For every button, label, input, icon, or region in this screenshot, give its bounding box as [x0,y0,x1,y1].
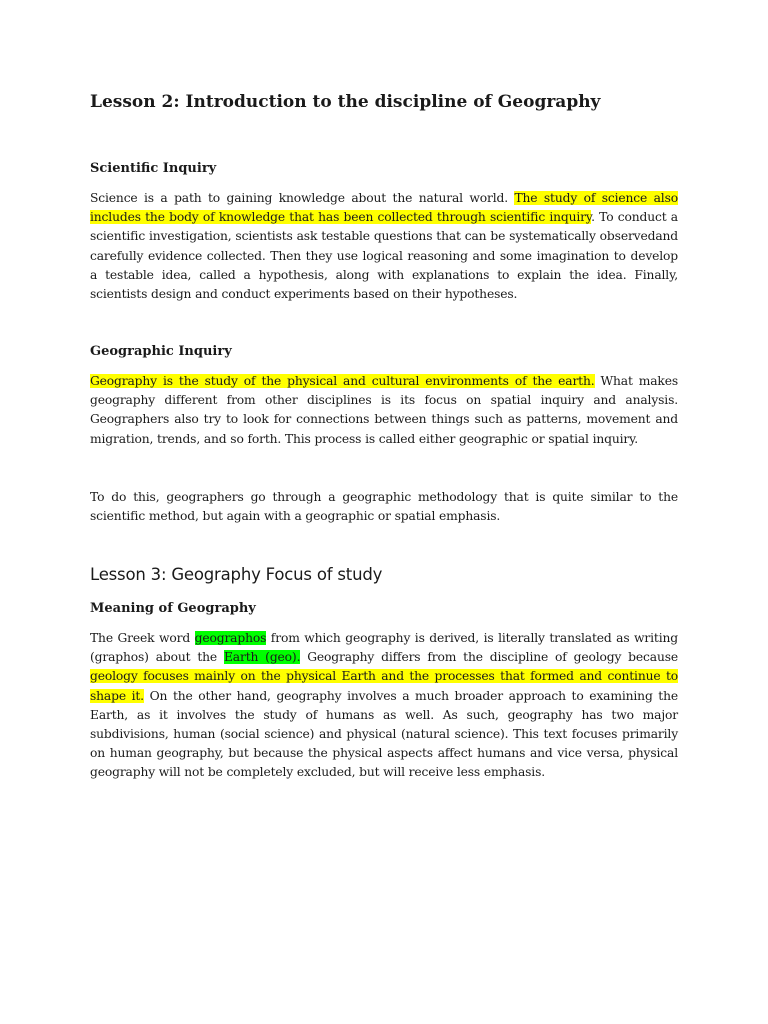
text-run: On the other hand, geography involves a much broader approach to examining the Earth, as it involves the study of humans as well. As such, geography has two major subdivisions, human (social science) and physical (natural science). This text focuses primarily on human geography, but because the physical aspects affect humans and vice versa, physical geography will not be completely excluded, but will receive less emphasis. [90,688,678,780]
yellow-highlight: geology focuses mainly on the physical Earth and the processes that formed and continue to shape it. [90,669,678,703]
methodology-paragraph: To do this, geographers go through a geographic methodology that is quite similar to the scientific method, but again with a geographic or spatial emphasis. [90,490,678,524]
text-run: What makes geography different from other disciplines is its focus on spatial inquiry and analysis. Geographers also try to look for connections between things such as patterns, movement and migration, trends, and so forth. This process is called either geographic or spatial inquiry. [90,374,679,446]
geographic-inquiry-paragraph [90,372,678,449]
text-run: Science is a path to gaining knowledge about the natural world. [90,191,515,205]
text-run: from which geography is derived, is literally translated as writing (graphos) about the [90,631,678,665]
meaning-of-geography-paragraph [90,629,678,783]
scientific-inquiry-paragraph [90,189,678,304]
geographic-inquiry-heading: Geographic Inquiry [90,344,232,359]
green-highlight: Earth (geo). [223,650,301,665]
yellow-highlight: Geography is the study of the physical and cultural environments of the earth. [90,374,595,388]
text-run: Geography differs from the discipline of geology because [300,650,678,665]
yellow-highlight: The study of science also includes the body of knowledge that has been collected through scientific inquiry [90,191,678,225]
scientific-inquiry-heading: Scientific Inquiry [90,161,217,176]
text-run: The Greek word [90,631,195,645]
lesson-2-title: Lesson 2: Introduction to the discipline of Geography [90,92,601,112]
meaning-of-geography-heading: Meaning of Geography [90,601,256,616]
green-highlight: geographos [194,631,267,645]
lesson-3-title: Lesson 3: Geography Focus of study [90,565,383,584]
text-run: . To conduct a scientific investigation, scientists ask testable questions that can be systematically observedand carefully evidence collected. Then they use logical reasoning and some imagination to develop a testable idea, called a hypothesis, along with explanations to explain the idea. Finally, scientists design and conduct experiments based on their hypotheses. [90,210,678,302]
